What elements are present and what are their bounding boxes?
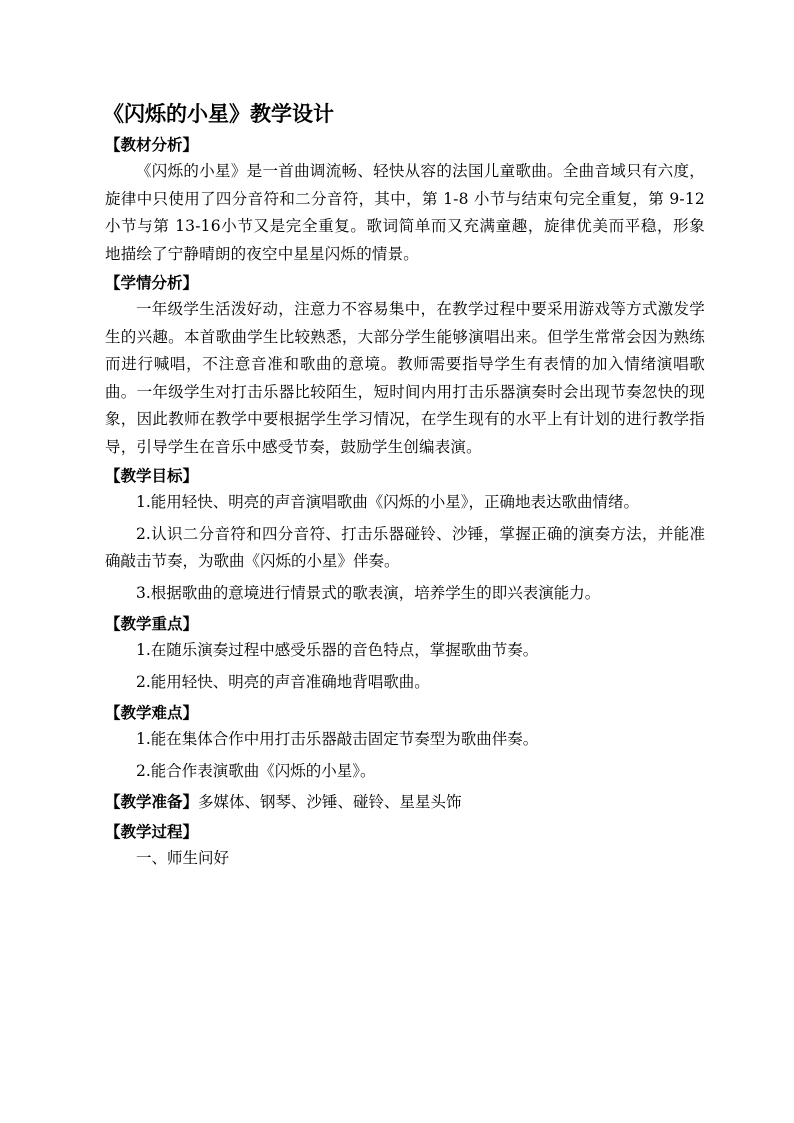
- list-item: 1.在随乐演奏过程中感受乐器的音色特点，掌握歌曲节奏。: [136, 641, 539, 659]
- list-item: 一、师生问好: [136, 849, 230, 867]
- section-paragraph: 《闪烁的小星》是一首曲调流畅、轻快从容的法国儿童歌曲。全曲音域只有六度，旋律中只使用了四分音符和二分音符，其中，第 1-8 小节与结束句完全重复，第 9-12 小节与第 13-16小节又是完全重复。歌词简单而又充满童趣，旋律优美而平稳，形象地描绘了宁静晴朗的夜空中星星闪烁的情景。: [105, 162, 705, 263]
- section-difficulties: [105, 700, 705, 785]
- list-item: 2.认识二分音符和四分音符、打击乐器碰铃、沙锤，掌握正确的演奏方法，并能准确敲击节奏，为歌曲《闪烁的小星》伴奏。: [105, 524, 705, 570]
- document-page: [105, 98, 705, 877]
- section-material-analysis: [105, 132, 705, 268]
- section-heading: 【教学重点】: [105, 614, 199, 633]
- section-heading: 【学情分析】: [105, 273, 199, 292]
- section-paragraph: 一年级学生活泼好动，注意力不容易集中，在教学过程中要采用游戏等方式激发学生的兴趣。本首歌曲学生比较熟悉，大部分学生能够演唱出来。但学生常常会因为熟练而进行喊唱，不注意音准和歌曲的意境。教师需要指导学生有表情的加入情绪演唱歌曲。一年级学生对打击乐器比较陌生，短时间内用打击乐器演奏时会出现节奏忽快的现象，因此教师在教学中要根据学生学习情况，在学生现有的水平上有计划的进行教学指导，引导学生在音乐中感受节奏，鼓励学生创编表演。: [105, 300, 705, 456]
- list-item: 3.根据歌曲的意境进行情景式的歌表演，培养学生的即兴表演能力。: [136, 583, 601, 602]
- section-heading: 【教学难点】: [105, 703, 199, 722]
- section-heading: 【教学准备】: [105, 792, 199, 811]
- list-item: 2.能合作表演歌曲《闪烁的小星》。: [136, 761, 376, 780]
- list-item: 2.能用轻快、明亮的声音准确地背唱歌曲。: [136, 672, 430, 691]
- section-key-points: [105, 611, 705, 696]
- section-student-analysis: [105, 270, 705, 461]
- section-preparation: [105, 789, 705, 815]
- section-heading: 【教材分析】: [105, 135, 199, 154]
- preparation-text: 多媒体、钢琴、沙锤、碰铃、星星头饰: [198, 793, 462, 811]
- list-item: 1.能在集体合作中用打击乐器敲击固定节奏型为歌曲伴奏。: [136, 730, 539, 748]
- section-teaching-goals: [105, 463, 705, 607]
- list-item: 1.能用轻快、明亮的声音演唱歌曲《闪烁的小星》，正确地表达歌曲情绪。: [136, 493, 640, 511]
- section-heading: 【教学目标】: [105, 466, 199, 485]
- section-heading: 【教学过程】: [105, 822, 199, 841]
- section-teaching-process: [105, 819, 705, 873]
- document-title: 《闪烁的小星》教学设计: [103, 101, 334, 126]
